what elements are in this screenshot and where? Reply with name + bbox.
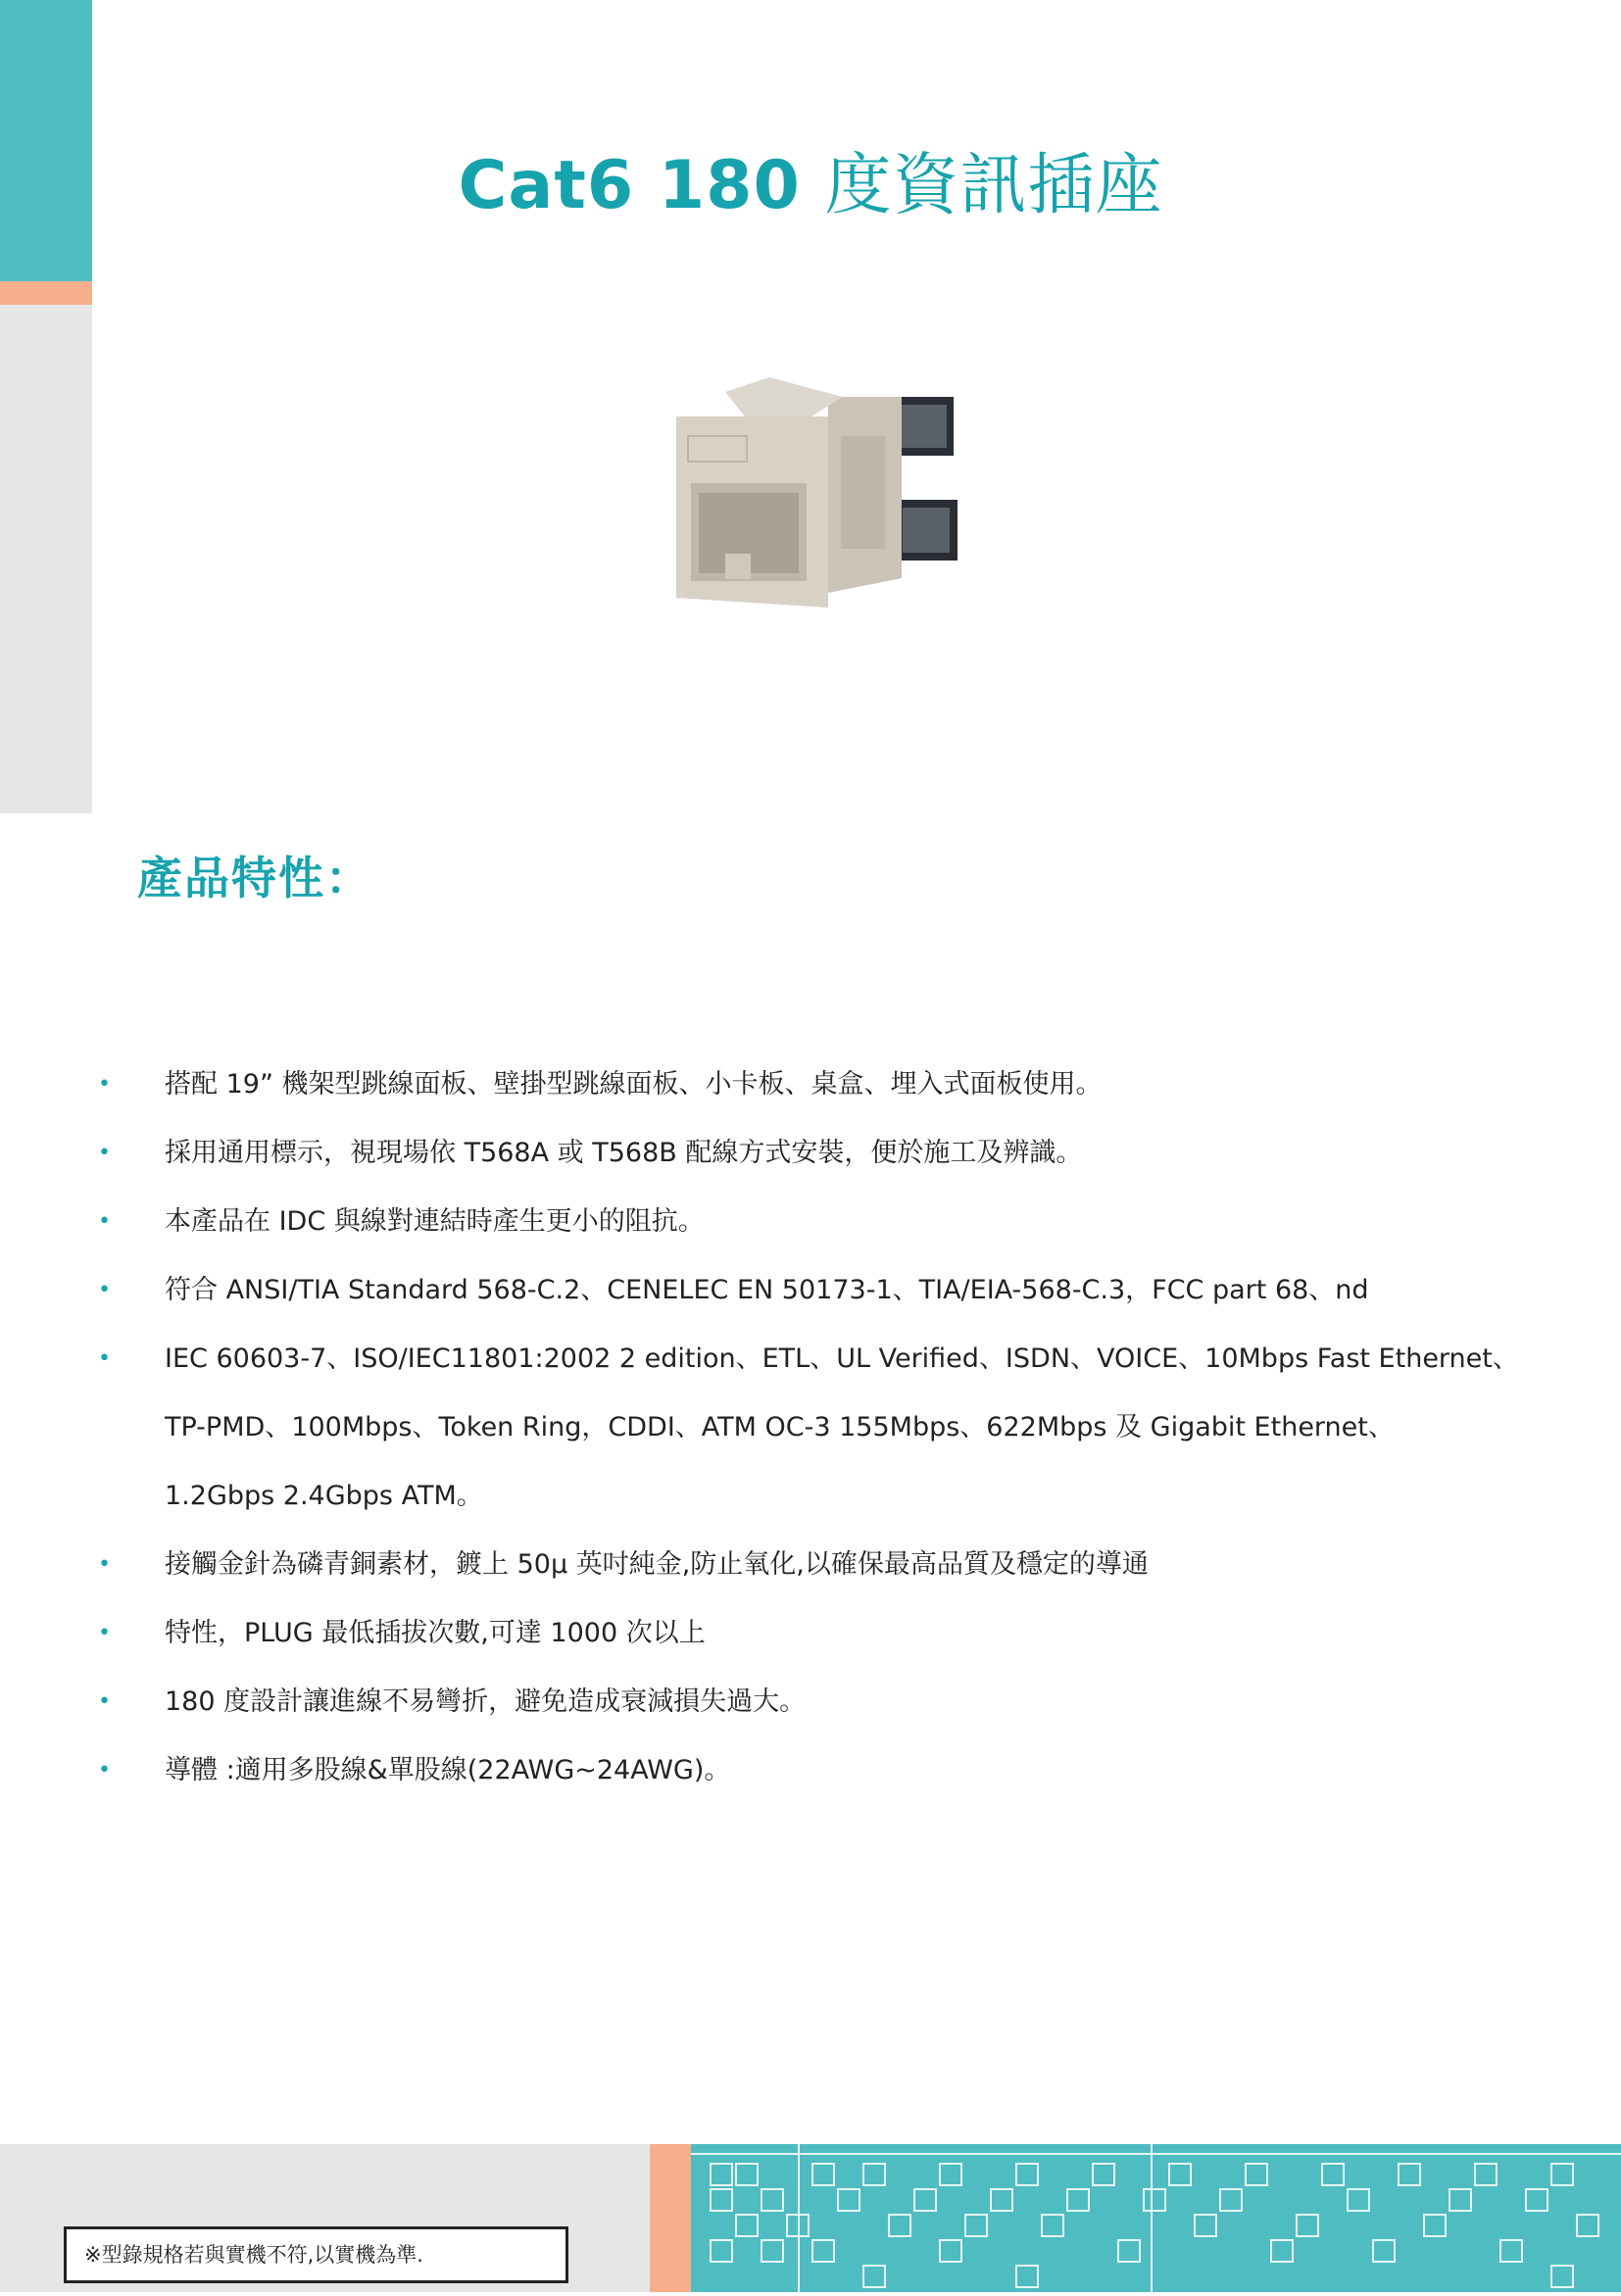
feature-item [94, 1736, 1564, 1805]
feature-text: 符合 ANSI/TIA Standard 568-C.2、CENELEC EN 50173-1、TIA/EIA-568-C.3，FCC part 68、nd [165, 1275, 1369, 1305]
bullet: • [98, 1346, 111, 1371]
bullet: • [98, 1621, 111, 1645]
feature-text: 特性，PLUG 最低插拔次數,可達 1000 次以上 [165, 1618, 706, 1648]
bullet: • [98, 1072, 111, 1097]
feature-item [94, 1050, 1564, 1119]
feature-text: 180 度設計讓進線不易彎折，避免造成衰減損失過大。 [165, 1686, 807, 1717]
feature-continuation [94, 1462, 1564, 1531]
feature-item [94, 1668, 1564, 1736]
footer-grid-pattern [691, 2144, 1621, 2292]
bullet: • [98, 1278, 111, 1302]
feature-text: 導體 :適用多股線&單股線(22AWG~24AWG)。 [165, 1755, 731, 1785]
feature-item [94, 1325, 1564, 1393]
bullet: • [98, 1758, 111, 1783]
bullet: • [98, 1141, 111, 1165]
title-cjk: 度資訊插座 [824, 147, 1163, 224]
bullet: • [98, 1552, 111, 1577]
cat6-keystone-jack-image [666, 377, 975, 612]
feature-text: TP-PMD、100Mbps、Token Ring，CDDI、ATM OC-3 155Mbps、622Mbps 及 Gigabit Ethernet、 [165, 1412, 1395, 1442]
feature-item [94, 1599, 1564, 1668]
feature-text: 1.2Gbps 2.4Gbps ATM。 [165, 1481, 483, 1511]
footer-orange-band [650, 2144, 691, 2292]
disclaimer-note: ※型錄規格若與實機不符,以實機為準. [64, 2226, 568, 2283]
feature-item [94, 1119, 1564, 1188]
feature-item [94, 1188, 1564, 1256]
feature-text: IEC 60603-7、ISO/IEC11801:2002 2 edition、ETL、UL Verified、ISDN、VOICE、10Mbps Fast Ethernet、 [165, 1343, 1519, 1374]
bullet: • [98, 1689, 111, 1714]
feature-item [94, 1531, 1564, 1599]
features-heading: 產品特性： [137, 852, 372, 904]
features-list [94, 1050, 1564, 1805]
feature-text: 搭配 19” 機架型跳線面板、壁掛型跳線面板、小卡板、桌盒、埋入式面板使用。 [165, 1069, 1103, 1099]
feature-text: 接觸金針為磷青銅素材，鍍上 50μ 英吋純金,防止氧化,以確保最高品質及穩定的導通 [165, 1549, 1149, 1580]
footer-teal-band [691, 2144, 1621, 2292]
feature-text: 本產品在 IDC 與線對連結時產生更小的阻抗。 [165, 1206, 705, 1237]
title-latin: Cat6 180 [458, 147, 801, 224]
feature-item [94, 1256, 1564, 1325]
page-title [0, 132, 1621, 227]
feature-text: 採用通用標示，視現場依 T568A 或 T568B 配線方式安裝，便於施工及辨識。 [165, 1138, 1083, 1168]
feature-continuation [94, 1393, 1564, 1462]
left-orange-band [0, 281, 92, 305]
bullet: • [98, 1209, 111, 1234]
